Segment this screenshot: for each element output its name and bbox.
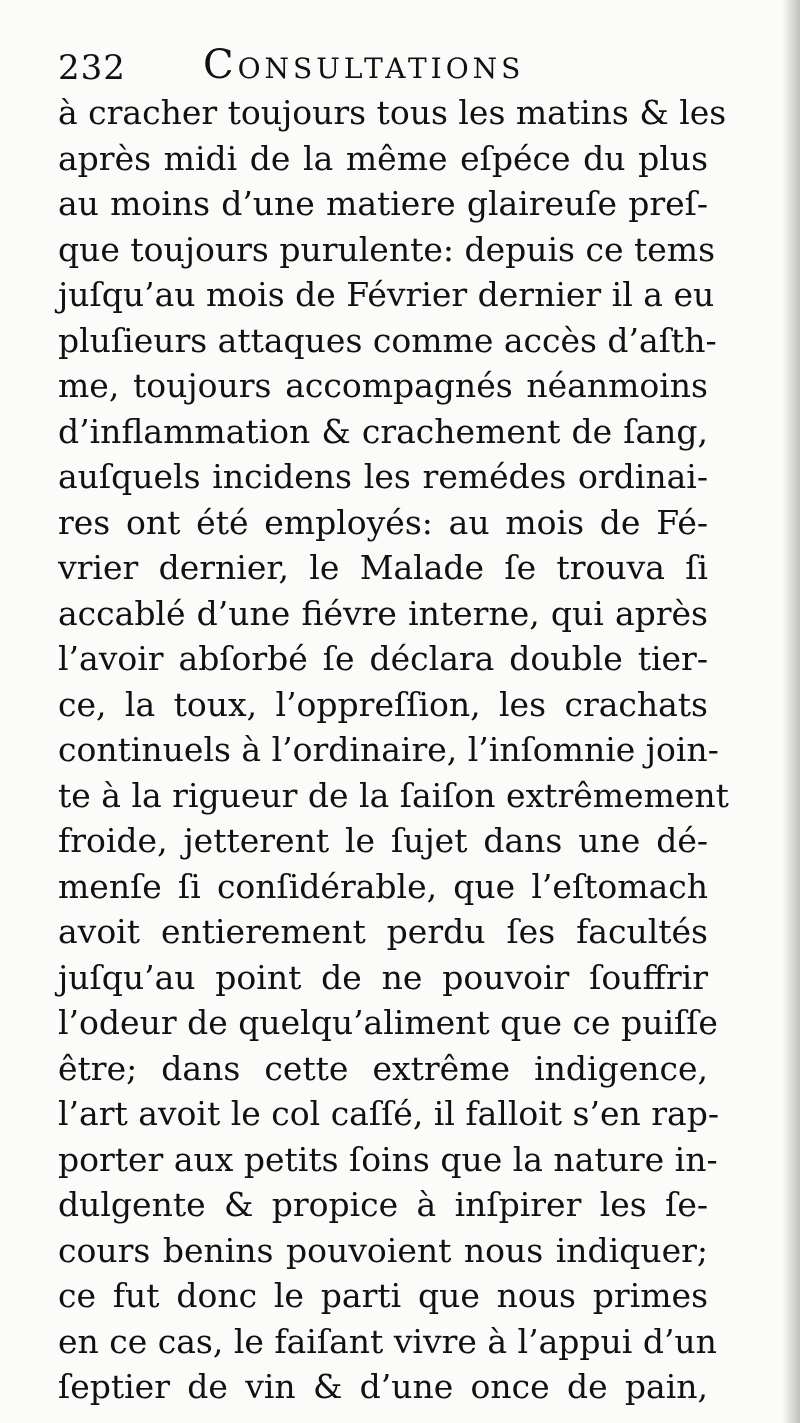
text-line: accablé d’une fiévre interne, qui après <box>58 593 708 633</box>
text-line: dulgente & propice à inſpirer les ſe- <box>58 1185 708 1224</box>
text-line: en ce cas, le faiſant vivre à l’appui d’un <box>58 1321 717 1361</box>
text-line: juſqu’au point de ne pouvoir ſouffrir <box>58 957 708 997</box>
text-line: ſeptier de vin & d’une once de pain, <box>58 1367 708 1406</box>
text-line: ce fut donc le parti que nous primes <box>58 1276 708 1315</box>
text-line: froide, jetterent le ſujet dans une dé- <box>58 821 708 860</box>
text-line: l’art avoit le col caſſé, il falloit s’en rap- <box>58 1094 719 1133</box>
text-line: être; dans cette extrême indigence, <box>58 1048 708 1088</box>
text-line: l’avoir abſorbé ſe déclara double tier- <box>58 639 708 678</box>
text-line: d’inflammation & crachement de ſang, <box>58 411 708 451</box>
text-line: que toujours purulente: depuis ce tems <box>58 229 716 269</box>
text-line: te à la rigueur de la ſaiſon extrêmement <box>58 775 729 815</box>
text-line: avoit entierement perdu ſes facultés <box>58 912 708 951</box>
text-line: porter aux petits ſoins que la nature in- <box>58 1139 718 1179</box>
text-line: cours benins pouvoient nous indiquer; <box>58 1230 708 1270</box>
text-line: auſquels incidens les remédes ordinai- <box>58 457 708 496</box>
text-line: continuels à l’ordinaire, l’inſomnie join- <box>58 730 719 769</box>
text-line: au moins d’une matiere glaireuſe preſ- <box>58 184 708 223</box>
body-text <box>58 90 729 1410</box>
running-head: Consultations <box>203 42 525 88</box>
text-line: à cracher toujours tous les matins & les <box>58 93 727 132</box>
text-line: res ont été employés: au mois de Fé- <box>58 502 708 542</box>
text-line: après midi de la même eſpéce du plus <box>58 138 708 178</box>
text-line: me, toujours accompagnés néanmoins <box>58 366 708 405</box>
text-line: juſqu’au mois de Février dernier il a eu <box>58 275 715 314</box>
text-line: l’odeur de quelqu’aliment que ce puiſſe <box>58 1003 718 1042</box>
text-line: menſe ſi conſidérable, que l’eſtomach <box>58 866 708 906</box>
text-line: vrier dernier, le Malade ſe trouva ſi <box>58 548 708 587</box>
binding-shadow <box>782 0 800 1423</box>
text-line: pluſieurs attaques comme accès d’aſth- <box>58 320 717 360</box>
text-line: ce, la toux, l’oppreſſion, les crachats <box>58 684 708 724</box>
page-header <box>58 40 618 90</box>
page-number: 232 <box>58 48 126 88</box>
